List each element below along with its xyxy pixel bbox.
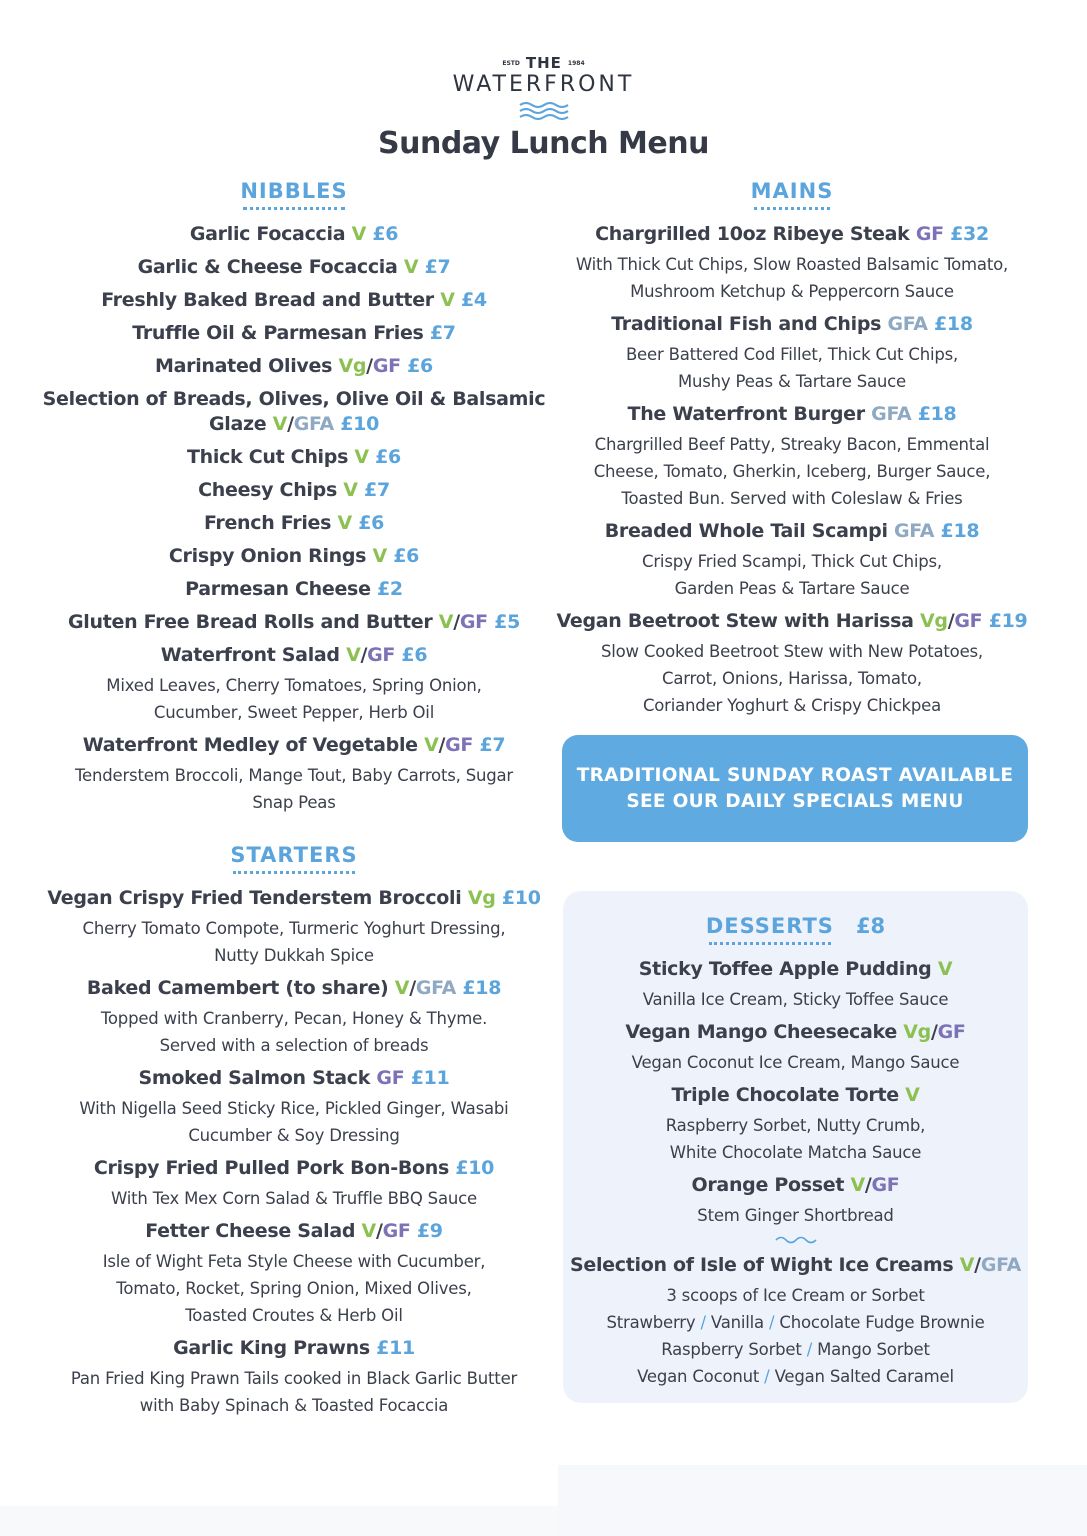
menu-item-title <box>556 605 1028 638</box>
dish-description: Stem Ginger Shortbread <box>697 1206 894 1225</box>
flavour-separator: / <box>695 1313 711 1332</box>
menu-item-title <box>40 882 548 915</box>
tag-separator: / <box>409 977 416 999</box>
mains-section <box>556 176 1028 719</box>
menu-item-title <box>556 308 1028 341</box>
dietary-tag: V <box>361 1220 376 1242</box>
price: £5 <box>494 611 520 633</box>
flavour: Chocolate Fudge Brownie <box>779 1313 985 1332</box>
price: £19 <box>988 610 1028 632</box>
desserts-price: £8 <box>855 914 886 938</box>
dish-name: Traditional Fish and Chips <box>611 313 882 335</box>
dietary-tag: GFA <box>415 977 457 999</box>
nibbles-heading: NIBBLES <box>240 176 347 210</box>
dish-name: Baked Camembert (to share) <box>86 977 389 999</box>
logo-top-line <box>0 55 1087 72</box>
flavour: Mango Sorbet <box>817 1340 930 1359</box>
flavour: Strawberry <box>606 1313 696 1332</box>
menu-item-title <box>40 972 548 1005</box>
sunday-roast-banner <box>562 735 1028 842</box>
price: £9 <box>416 1220 443 1242</box>
dietary-tag: GF <box>445 734 474 756</box>
dish-name: Waterfront Medley of Vegetable <box>82 734 418 756</box>
tag-separator: / <box>864 1174 872 1196</box>
menu-item-title <box>40 606 548 639</box>
dietary-tag: GF <box>937 1021 966 1043</box>
tag-separator: / <box>438 734 446 756</box>
price: £11 <box>410 1067 450 1089</box>
dish-description: Chargrilled Beef Patty, Streaky Bacon, Emmental <box>594 435 990 454</box>
menu-item-title <box>40 251 548 284</box>
mains-heading: MAINS <box>751 176 834 210</box>
dish-description: Tomato, Rocket, Spring Onion, Mixed Olives, <box>116 1279 472 1298</box>
dish-name: Thick Cut Chips <box>187 446 349 468</box>
ice-cream-selection <box>563 1249 1028 1390</box>
nibbles-list <box>40 218 548 816</box>
price: £2 <box>377 578 403 600</box>
flavour-separator: / <box>763 1313 780 1332</box>
desserts-heading: DESSERTS <box>706 911 834 945</box>
price: £32 <box>950 223 989 245</box>
dish-name: Crispy Onion Rings <box>168 545 367 567</box>
dish-name: Crispy Fried Pulled Pork Bon-Bons <box>93 1157 449 1179</box>
dish-description: Raspberry Sorbet, Nutty Crumb, <box>665 1116 926 1135</box>
dietary-tag: Vg <box>338 355 367 377</box>
flavour-separator: / <box>801 1340 818 1359</box>
price: £10 <box>501 887 541 909</box>
price: £6 <box>401 644 428 666</box>
flavour-line <box>563 1309 1028 1336</box>
dish-name: Selection of Isle of Wight Ice Creams <box>569 1254 954 1276</box>
dietary-tag: V <box>403 256 419 278</box>
dish-name: Freshly Baked Bread and Butter <box>101 289 434 311</box>
flavour: Vegan Salted Caramel <box>774 1367 954 1386</box>
menu-item-title <box>40 1215 548 1248</box>
desserts-panel <box>563 891 1028 1403</box>
menu-item-title <box>40 441 548 474</box>
flavour-line <box>563 1336 1028 1363</box>
menu-item-title <box>40 284 548 317</box>
dish-name: Truffle Oil & Parmesan Fries <box>132 322 424 344</box>
dietary-tag: GF <box>382 1220 411 1242</box>
menu-item-title <box>40 474 548 507</box>
menu-item-title <box>40 218 548 251</box>
dietary-tag: V <box>346 644 361 666</box>
price: £10 <box>340 413 380 435</box>
menu-item-title <box>556 398 1028 431</box>
flavour: Vegan Coconut <box>637 1367 760 1386</box>
menu-item-title <box>40 573 548 606</box>
dish-name: Orange Posset <box>691 1174 845 1196</box>
wave-divider-icon <box>774 1233 818 1245</box>
dietary-tag: V <box>440 289 455 311</box>
price: £18 <box>917 403 957 425</box>
menu-item-title <box>556 218 1028 251</box>
mains-list <box>556 218 1028 719</box>
dish-description: Toasted Croutes & Herb Oil <box>185 1306 403 1325</box>
starters-heading: STARTERS <box>230 840 357 874</box>
dish-description: Beer Battered Cod Fillet, Thick Cut Chips, <box>625 345 959 364</box>
dish-name: Garlic Focaccia <box>189 223 346 245</box>
dish-description: Nutty Dukkah Spice <box>214 946 374 965</box>
dish-name: Fetter Cheese Salad <box>145 1220 356 1242</box>
flavour-line <box>563 1363 1028 1390</box>
dish-description: Topped with Cranberry, Pecan, Honey & Thyme. <box>100 1009 488 1028</box>
dish-name: Triple Chocolate Torte <box>671 1084 899 1106</box>
menu-item-title <box>40 317 548 350</box>
dish-description: Coriander Yoghurt & Crispy Chickpea <box>642 696 942 715</box>
dish-name: Sticky Toffee Apple Pudding <box>638 958 932 980</box>
dietary-tag: GFA <box>293 413 334 435</box>
dish-description: with Baby Spinach & Toasted Focaccia <box>139 1396 449 1415</box>
dish-description: Crispy Fried Scampi, Thick Cut Chips, <box>642 552 942 571</box>
page-title: Sunday Lunch Menu <box>378 126 709 161</box>
banner-line-2: SEE OUR DAILY SPECIALS MENU <box>626 790 964 812</box>
dish-description: Carrot, Onions, Harissa, Tomato, <box>662 669 922 688</box>
dietary-tag: V <box>351 223 366 245</box>
dish-description: White Chocolate Matcha Sauce <box>669 1143 922 1162</box>
logo-the: THE <box>525 54 562 72</box>
dietary-tag: V <box>337 512 352 534</box>
price: £18 <box>934 313 973 335</box>
menu-item-title <box>563 1079 1028 1112</box>
ice-cream-intro: 3 scoops of Ice Cream or Sorbet <box>666 1286 925 1305</box>
dietary-tag: GFA <box>871 403 912 425</box>
dietary-tag: Vg <box>903 1021 931 1043</box>
dish-description: Pan Fried King Prawn Tails cooked in Black Garlic Butter <box>70 1369 518 1388</box>
dietary-tag: V <box>424 734 439 756</box>
dish-name: French Fries <box>203 512 332 534</box>
dish-name: Vegan Mango Cheesecake <box>625 1021 897 1043</box>
dish-name: Garlic King Prawns <box>173 1337 370 1359</box>
banner-line-1: TRADITIONAL SUNDAY ROAST AVAILABLE <box>576 764 1014 786</box>
menu-item-title <box>40 507 548 540</box>
tag-separator: / <box>375 1220 383 1242</box>
price: £6 <box>375 446 401 468</box>
dietary-tag: GFA <box>980 1254 1022 1276</box>
price: £6 <box>358 512 385 534</box>
dietary-tag: V <box>372 545 387 567</box>
price: £6 <box>393 545 420 567</box>
dish-description: Vanilla Ice Cream, Sticky Toffee Sauce <box>642 990 949 1009</box>
menu-item-title <box>40 540 548 573</box>
dietary-tag: GF <box>367 644 396 666</box>
tag-separator: / <box>360 644 368 666</box>
tag-separator: / <box>453 611 460 633</box>
tag-separator: / <box>366 355 373 377</box>
dish-name: Gluten Free Bread Rolls and Butter <box>68 611 433 633</box>
menu-item-title <box>40 1332 548 1365</box>
tag-separator: / <box>947 610 955 632</box>
dietary-tag: V <box>354 446 369 468</box>
dish-description: Cucumber & Soy Dressing <box>188 1126 400 1145</box>
dish-description: Toasted Bun. Served with Coleslaw & Fries <box>621 489 963 508</box>
dish-name: Waterfront Salad <box>160 644 340 666</box>
price: £7 <box>424 256 451 278</box>
logo-name: WATERFRONT <box>452 71 635 97</box>
tag-separator: / <box>974 1254 981 1276</box>
dietary-tag: V <box>394 977 410 999</box>
flavour-separator: / <box>759 1367 775 1386</box>
price: £10 <box>455 1157 495 1179</box>
price: £11 <box>376 1337 415 1359</box>
dish-description: Mushroom Ketchup & Peppercorn Sauce <box>630 282 954 301</box>
dish-name: Vegan Crispy Fried Tenderstem Broccoli <box>47 887 462 909</box>
menu-item-title <box>40 729 548 762</box>
price: £7 <box>429 322 456 344</box>
dietary-tag: Vg <box>920 610 948 632</box>
dietary-tag: Vg <box>467 887 496 909</box>
dish-name: Chargrilled 10oz Ribeye Steak <box>595 223 910 245</box>
waves-icon <box>516 100 572 120</box>
price: £18 <box>940 520 980 542</box>
dish-description: Vegan Coconut Ice Cream, Mango Sauce <box>631 1053 960 1072</box>
menu-item-title <box>563 953 1028 986</box>
dietary-tag: V <box>343 479 358 501</box>
tag-separator: / <box>931 1021 938 1043</box>
flavour: Vanilla <box>710 1313 764 1332</box>
menu-item-title <box>40 383 548 441</box>
logo-estd: ESTD <box>502 59 520 67</box>
tag-separator: / <box>287 413 294 435</box>
dietary-tag: GF <box>915 223 944 245</box>
dietary-tag: GF <box>372 355 401 377</box>
dish-description: Snap Peas <box>252 793 336 812</box>
price: £6 <box>372 223 399 245</box>
dietary-tag: V <box>438 611 454 633</box>
price: £7 <box>364 479 390 501</box>
dish-name: Marinated Olives <box>155 355 333 377</box>
dietary-tag: V <box>850 1174 865 1196</box>
starters-list <box>40 882 548 1419</box>
menu-item-title <box>40 639 548 672</box>
menu-item-title <box>40 350 548 383</box>
dietary-tag: GF <box>459 611 488 633</box>
dietary-tag: GF <box>954 610 983 632</box>
dish-name: Vegan Beetroot Stew with Harissa <box>556 610 914 632</box>
nibbles-section <box>40 176 548 816</box>
desserts-list <box>563 953 1028 1229</box>
dish-name: Parmesan Cheese <box>185 578 371 600</box>
dietary-tag: GFA <box>887 313 928 335</box>
price: £4 <box>460 289 487 311</box>
dish-description: Served with a selection of breads <box>159 1036 429 1055</box>
menu-item-title <box>563 1169 1028 1202</box>
dish-description: Cucumber, Sweet Pepper, Herb Oil <box>153 703 435 722</box>
price: £18 <box>462 977 502 999</box>
logo-year: 1984 <box>567 59 585 67</box>
dish-name: Smoked Salmon Stack <box>138 1067 371 1089</box>
dish-description: With Nigella Seed Sticky Rice, Pickled Ginger, Wasabi <box>79 1099 509 1118</box>
menu-item-title <box>40 1062 548 1095</box>
dish-name: The Waterfront Burger <box>627 403 865 425</box>
dish-description: Mushy Peas & Tartare Sauce <box>677 372 907 391</box>
dish-description: Cheese, Tomato, Gherkin, Iceberg, Burger Sauce, <box>593 462 991 481</box>
dish-description: Isle of Wight Feta Style Cheese with Cucumber, <box>102 1252 486 1271</box>
menu-item-title <box>40 1152 548 1185</box>
menu-item-title <box>556 515 1028 548</box>
flavour: Raspberry Sorbet <box>661 1340 802 1359</box>
dietary-tag: GFA <box>894 520 935 542</box>
dish-description: Cherry Tomato Compote, Turmeric Yoghurt Dressing, <box>82 919 506 938</box>
menu-item-title <box>563 1016 1028 1049</box>
dish-description: With Tex Mex Corn Salad & Truffle BBQ Sauce <box>111 1189 477 1208</box>
dietary-tag: GF <box>376 1067 405 1089</box>
restaurant-logo <box>0 55 1087 120</box>
dish-name: Breaded Whole Tail Scampi <box>604 520 888 542</box>
dish-description: Garden Peas & Tartare Sauce <box>674 579 910 598</box>
dietary-tag: V <box>937 958 953 980</box>
dietary-tag: V <box>272 413 288 435</box>
page-footer-panel <box>558 1465 1087 1536</box>
dietary-tag: V <box>959 1254 975 1276</box>
starters-section <box>40 840 548 1419</box>
dish-name: Cheesy Chips <box>198 479 337 501</box>
dish-description: Tenderstem Broccoli, Mange Tout, Baby Carrots, Sugar <box>74 766 514 785</box>
dish-name: Garlic & Cheese Focaccia <box>137 256 398 278</box>
price: £7 <box>479 734 506 756</box>
dish-description: Slow Cooked Beetroot Stew with New Potatoes, <box>601 642 983 661</box>
dish-description: With Thick Cut Chips, Slow Roasted Balsamic Tomato, <box>575 255 1009 274</box>
dish-description: Mixed Leaves, Cherry Tomatoes, Spring Onion, <box>106 676 482 695</box>
dish-name: Selection of Breads, Olives, Olive Oil & Balsamic Glaze <box>42 388 546 435</box>
menu-item-title <box>563 1249 1028 1282</box>
dietary-tag: GF <box>871 1174 900 1196</box>
dietary-tag: V <box>905 1084 920 1106</box>
price: £6 <box>407 355 433 377</box>
